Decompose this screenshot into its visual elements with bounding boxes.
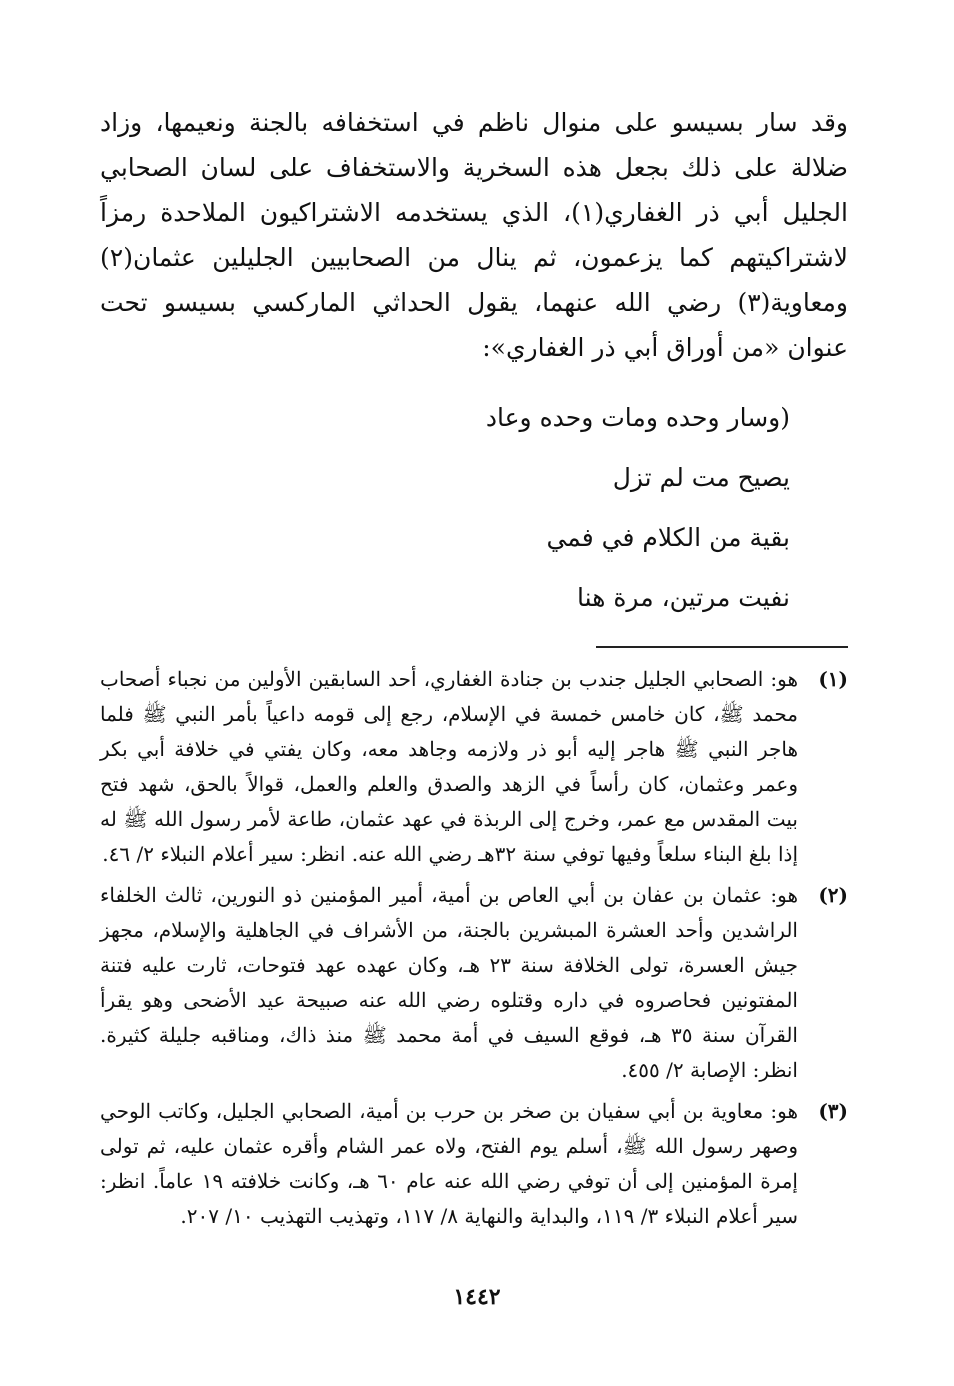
footnote-separator — [596, 646, 848, 648]
page-content — [100, 100, 848, 1240]
footnote-number: (١) — [818, 667, 848, 691]
footnote-2 — [100, 878, 848, 1088]
poem-line: بقية من الكلام في فمي — [546, 523, 790, 552]
main-paragraph — [100, 100, 848, 370]
poem — [100, 388, 848, 628]
poem-line: يصيح مت لم تزل — [612, 463, 790, 492]
footnote-3 — [100, 1094, 848, 1234]
footnote-text: هو: الصحابي الجليل جندب بن جنادة الغفاري، أحد السابقين الأولين من نجباء أصحاب محمد ﷺ، كان خامس خمسة في الإسلام، رجع إلى قومه داعياً بأمر النبي ﷺ فلما هاجر النبي ﷺ هاجر إليه أبو ذر ولازمه وجاهد معه، وكان يفتي في خلافة أبي بكر وعمر وعثمان، كان رأساً في الزهد والصدق والعلم والعمل، قوالاً بالحق، شهد فتح بيت المقدس مع عمر، وخرج إلى الربذة في عهد عثمان، طاعة لأمر رسول الله ﷺ له إذا بلغ البناء سلعاً وفيها توفي سنة ٣٢هـ رضي الله عنه. انظر: سير أعلام النبلاء ٢/ ٤٦. — [100, 667, 799, 866]
footnote-number: (٢) — [818, 883, 848, 907]
page-number: ١٤٤٢ — [453, 1284, 501, 1310]
footnote-number: (٣) — [818, 1099, 848, 1123]
poem-line: (وسار وحده ومات وحده وعاد — [485, 403, 790, 432]
footnote-text: هو: عثمان بن عفان بن أبي العاص بن أمية، أمير المؤمنين ذو النورين، ثالث الخلفاء الراشدين وأحد العشرة المبشرين بالجنة، من الأشراف في الجاهلية والإسلام، مجهز جيش العسرة، تولى الخلافة سنة ٢٣ هـ، وكان عهده عهد فتوحات، ثارت عليه فتنة المفتونين فحاصروه في داره وقتلوه رضي الله عنه صبيحة عيد الأضحى وهو يقرأ القرآن سنة ٣٥ هـ، فوقع السيف في أمة محمد ﷺ منذ ذاك، ومناقبه جليلة كثيرة. انظر: الإصابة ٢/ ٤٥٥. — [100, 883, 798, 1082]
footnote-1 — [100, 662, 848, 872]
poem-line: نفيت مرتين، مرة هنا — [577, 583, 790, 612]
footnotes — [100, 662, 848, 1234]
paragraph-text: وقد سار بسيسو على منوال ناظم في استخفافه بالجنة ونعيمها، وزاد ضلالة على ذلك بجعل هذه السخرية والاستخفاف على لسان الصحابي الجليل أبي ذر الغفاري(١)، الذي يستخدمه الاشتراكيون الملاحدة رمزاً لاشتراكيتهم كما يزعمون، ثم ينال من الصحابيين الجليلين عثمان(٢) ومعاوية(٣) رضي الله عنهما، يقول الحداثي الماركسي بسيسو تحت عنوان «من أوراق أبي ذر الغفاري»: — [100, 108, 848, 362]
footnote-text: هو: معاوية بن أبي سفيان بن صخر بن حرب بن أمية، الصحابي الجليل، وكاتب الوحي وصهر رسول الله ﷺ، أسلم يوم الفتح، ولاه عمر الشام وأقره عثمان عليه، ثم تولى إمرة المؤمنين إلى أن توفي رضي الله عنه عام ٦٠ هـ، وكانت خلافته ١٩ عاماً. انظر: سير أعلام النبلاء ٣/ ١١٩، والبداية والنهاية ٨/ ١١٧، وتهذيب التهذيب ١٠/ ٢٠٧. — [100, 1099, 798, 1228]
